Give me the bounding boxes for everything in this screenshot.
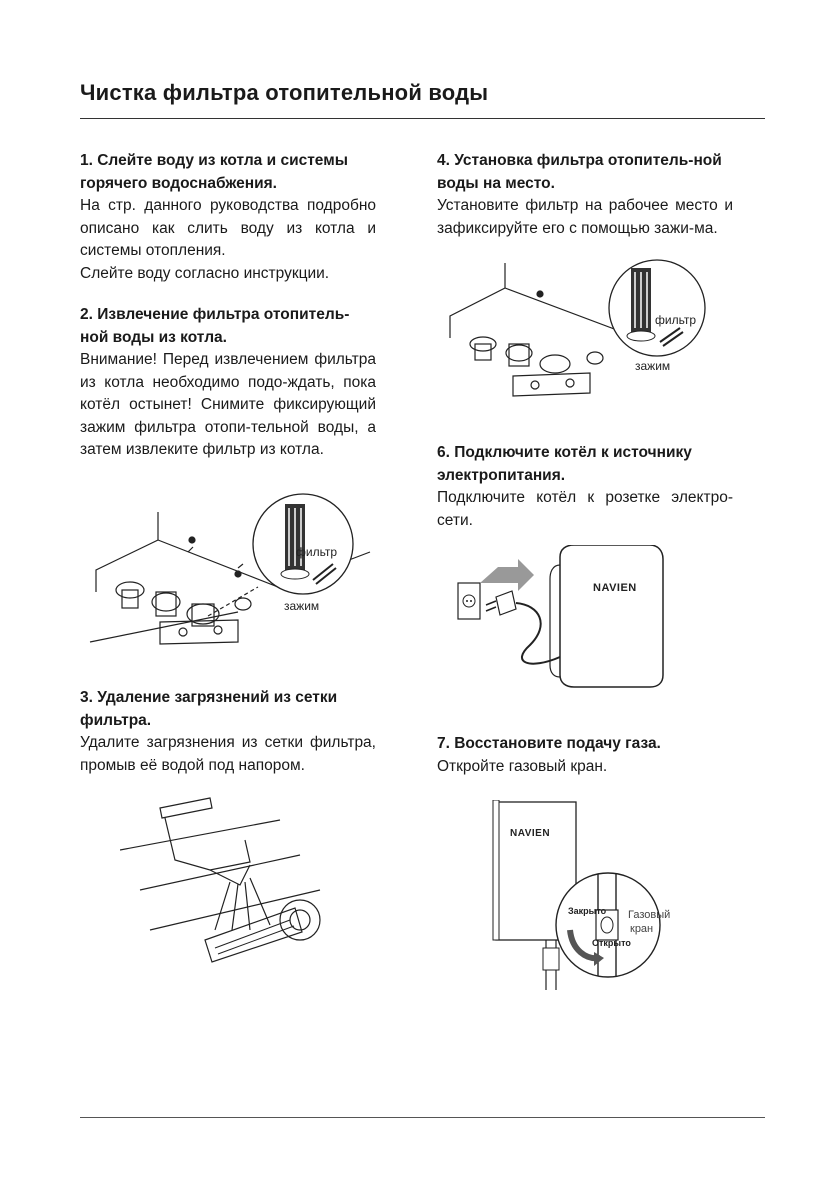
step-1-body-2: Слейте воду согласно инструкции. [80,264,330,282]
footer-divider [80,1117,765,1118]
step-1 [80,150,376,285]
brand-logo-1: NAVIEN [593,582,637,594]
step-1-body: На стр. данного руководства подробно описано как слить воду из котла и системы отопления. [80,197,376,259]
step-4 [437,150,733,240]
step-6 [437,442,733,532]
step-2-body: Внимание! Перед извлечением фильтра из котла необходимо подо-ждать, пока котёл остынет! Снимите фиксирующий зажим фильтра отопи-тельной воды, а затем извлеките фильтр из котла. [80,351,376,458]
page-title: Чистка фильтра отопительной воды [80,80,489,105]
open-label: Открыто [592,938,631,948]
step-4-heading: 4. Установка фильтра отопитель-ной воды на место. [437,152,722,192]
step-3-heading: 3. Удаление загрязнений из сетки фильтра. [80,689,338,729]
step-7-body: Откройте газовый кран. [437,757,608,775]
brand-logo-2: NAVIEN [510,828,551,839]
closed-label: Закрыто [568,906,607,916]
clamp-label: зажим [284,599,320,613]
power-connection-figure [450,545,665,690]
filter-label-2: фильтр [655,313,697,327]
step-7 [437,733,733,778]
gas-valve-label-2: кран [630,923,654,935]
clamp-label-2: зажим [635,359,671,373]
step-3-body: Удалите загрязнения из сетки фильтра, промыв её водой под напором. [80,734,376,774]
title-divider [80,118,765,119]
step-4-body: Установите фильтр на рабочее место и зафиксируйте его с помощью зажи-ма. [437,197,733,237]
filter-install-figure [445,258,730,423]
filter-washing-figure [120,790,340,970]
step-2 [80,304,376,462]
step-6-body: Подключите котёл к розетке электро-сети. [437,489,733,529]
gas-valve-figure [490,800,680,990]
step-2-heading: 2. Извлечение фильтра отопитель-ной воды из котла. [80,306,350,346]
step-6-heading: 6. Подключите котёл к источнику электропитания. [437,444,692,484]
gas-valve-label-1: Газовый [628,909,671,921]
step-1-heading: 1. Слейте воду из котла и системы горячего водоснабжения. [80,152,348,192]
filter-removal-figure [88,492,378,672]
step-3 [80,687,376,777]
step-7-heading: 7. Восстановите подачу газа. [437,735,661,752]
filter-label: фильтр [296,545,338,559]
